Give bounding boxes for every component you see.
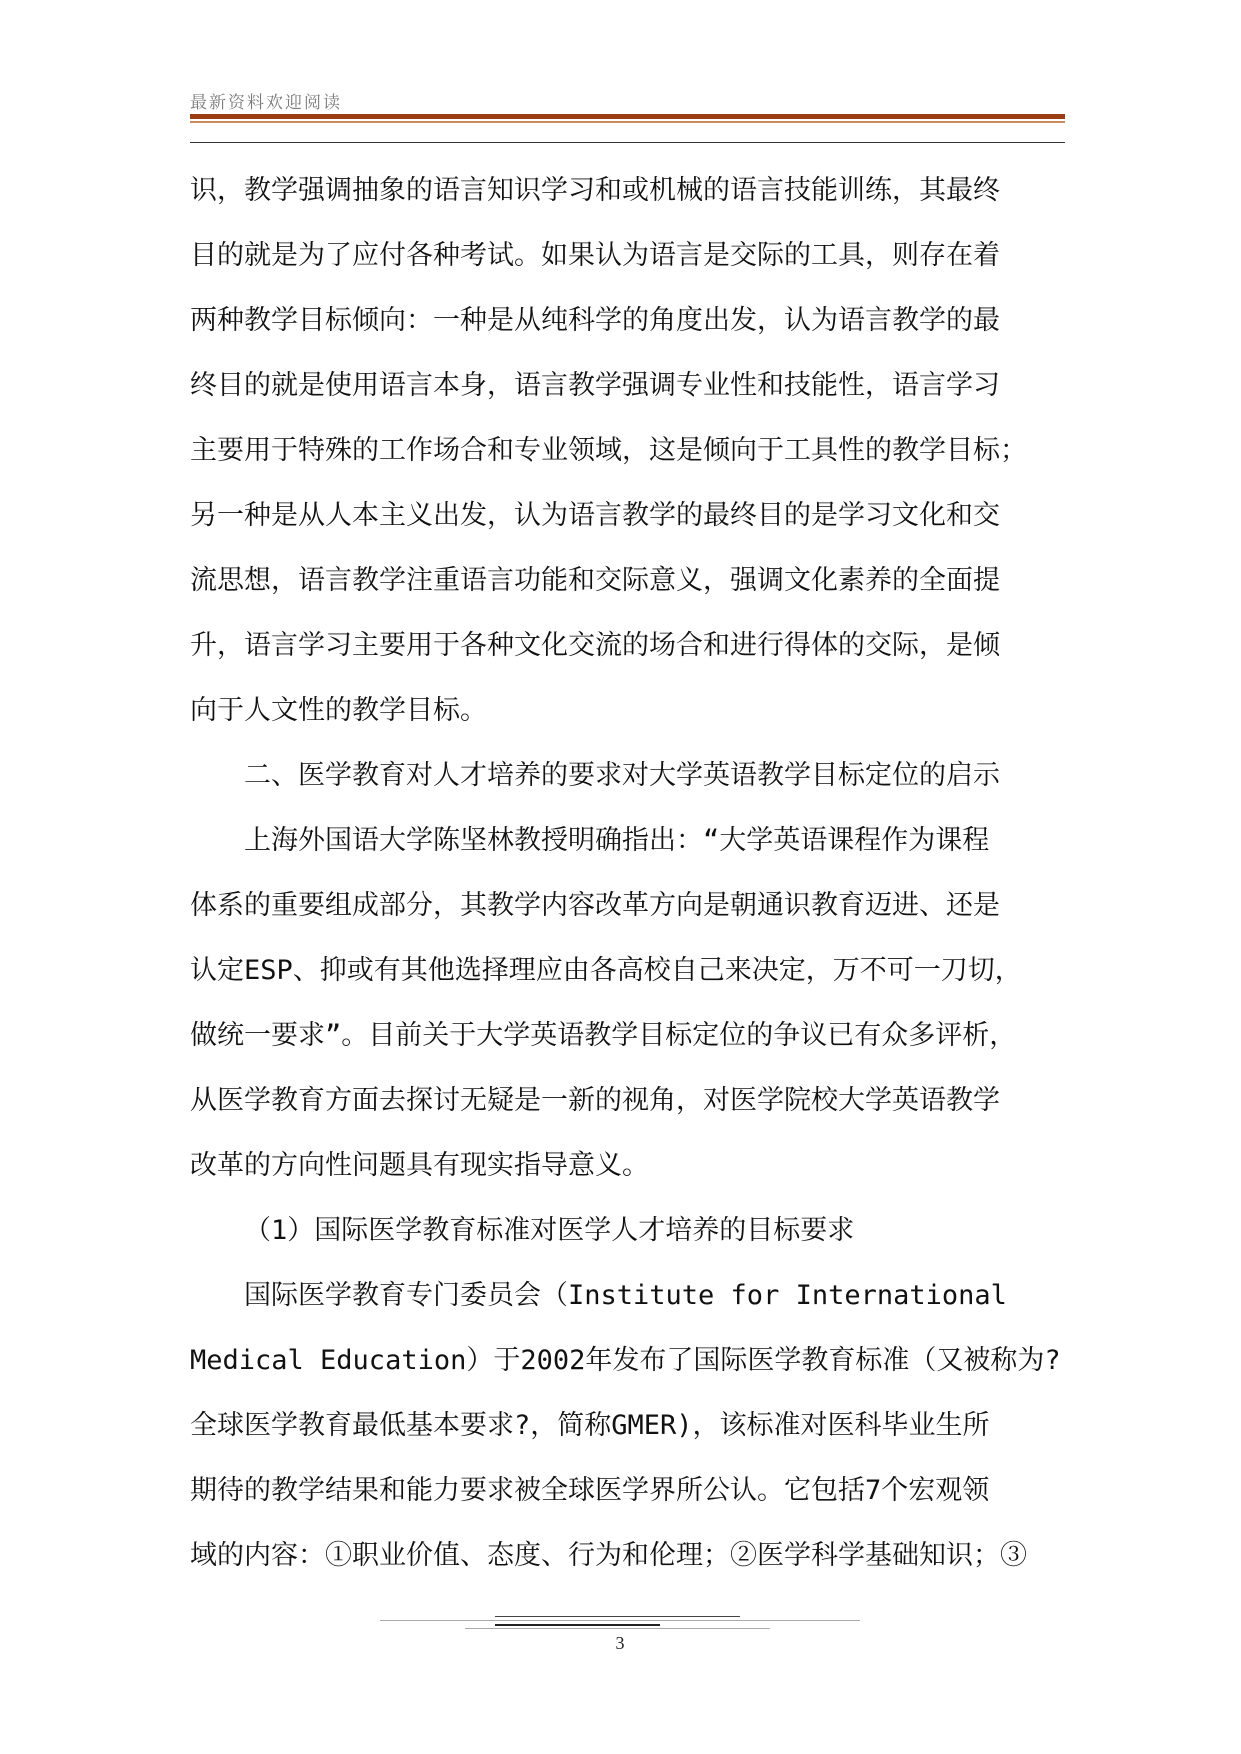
footer-rule xyxy=(380,1620,860,1621)
text-line: 全球医学教育最低基本要求?，简称GMER)，该标准对医科毕业生所 xyxy=(190,1410,990,1441)
text-line: 识，教学强调抽象的语言知识学习和或机械的语言技能训练，其最终 xyxy=(190,175,1000,206)
header-rule-accent xyxy=(190,121,1065,123)
header-rule-thin xyxy=(190,142,1065,143)
header-text: 最新资料欢迎阅读 xyxy=(190,93,342,113)
text-line: 体系的重要组成部分，其教学内容改革方向是朝通识教育迈进、还是 xyxy=(190,890,1000,921)
text-line: 上海外国语大学陈坚林教授明确指出：“大学英语课程作为课程 xyxy=(244,825,990,856)
text-line: 升，语言学习主要用于各种文化交流的场合和进行得体的交际，是倾 xyxy=(190,630,1000,661)
text-line: 二、医学教育对人才培养的要求对大学英语教学目标定位的启示 xyxy=(244,760,1000,791)
text-line: 改革的方向性问题具有现实指导意义。 xyxy=(190,1150,649,1181)
text-line: Medical Education）于2002年发布了国际医学教育标准（又被称为? xyxy=(190,1345,1061,1376)
footer-rule xyxy=(495,1616,740,1617)
text-line: 国际医学教育专门委员会（Institute for International xyxy=(244,1280,1007,1311)
text-line: 做统一要求”。目前关于大学英语教学目标定位的争议已有众多评析， xyxy=(190,1020,1017,1051)
text-line: 两种教学目标倾向：一种是从纯科学的角度出发，认为语言教学的最 xyxy=(190,305,1000,336)
text-line: 从医学教育方面去探讨无疑是一新的视角，对医学院校大学英语教学 xyxy=(190,1085,1000,1116)
text-line: 另一种是从人本主义出发，认为语言教学的最终目的是学习文化和交 xyxy=(190,500,1000,531)
text-line: 期待的教学结果和能力要求被全球医学界所公认。它包括7个宏观领 xyxy=(190,1475,990,1506)
footer-rule xyxy=(495,1624,660,1626)
text-line: 主要用于特殊的工作场合和专业领域，这是倾向于工具性的教学目标； xyxy=(190,435,1027,466)
text-line: 认定ESP、抑或有其他选择理应由各高校自己来决定，万不可一刀切， xyxy=(190,955,1022,986)
footer-rule xyxy=(465,1628,770,1629)
text-line: 向于人文性的教学目标。 xyxy=(190,695,487,726)
page-footer xyxy=(380,1608,860,1668)
page-number: 3 xyxy=(615,1633,625,1653)
text-line: 域的内容：①职业价值、态度、行为和伦理；②医学科学基础知识；③ xyxy=(190,1540,1027,1571)
text-line: （1）国际医学教育标准对医学人才培养的目标要求 xyxy=(244,1215,855,1246)
text-line: 目的就是为了应付各种考试。如果认为语言是交际的工具，则存在着 xyxy=(190,240,1000,271)
text-line: 终目的就是使用语言本身，语言教学强调专业性和技能性，语言学习 xyxy=(190,370,1000,401)
header-rule xyxy=(190,114,1065,119)
text-line: 流思想，语言教学注重语言功能和交际意义，强调文化素养的全面提 xyxy=(190,565,1000,596)
document-body xyxy=(190,158,1060,1588)
